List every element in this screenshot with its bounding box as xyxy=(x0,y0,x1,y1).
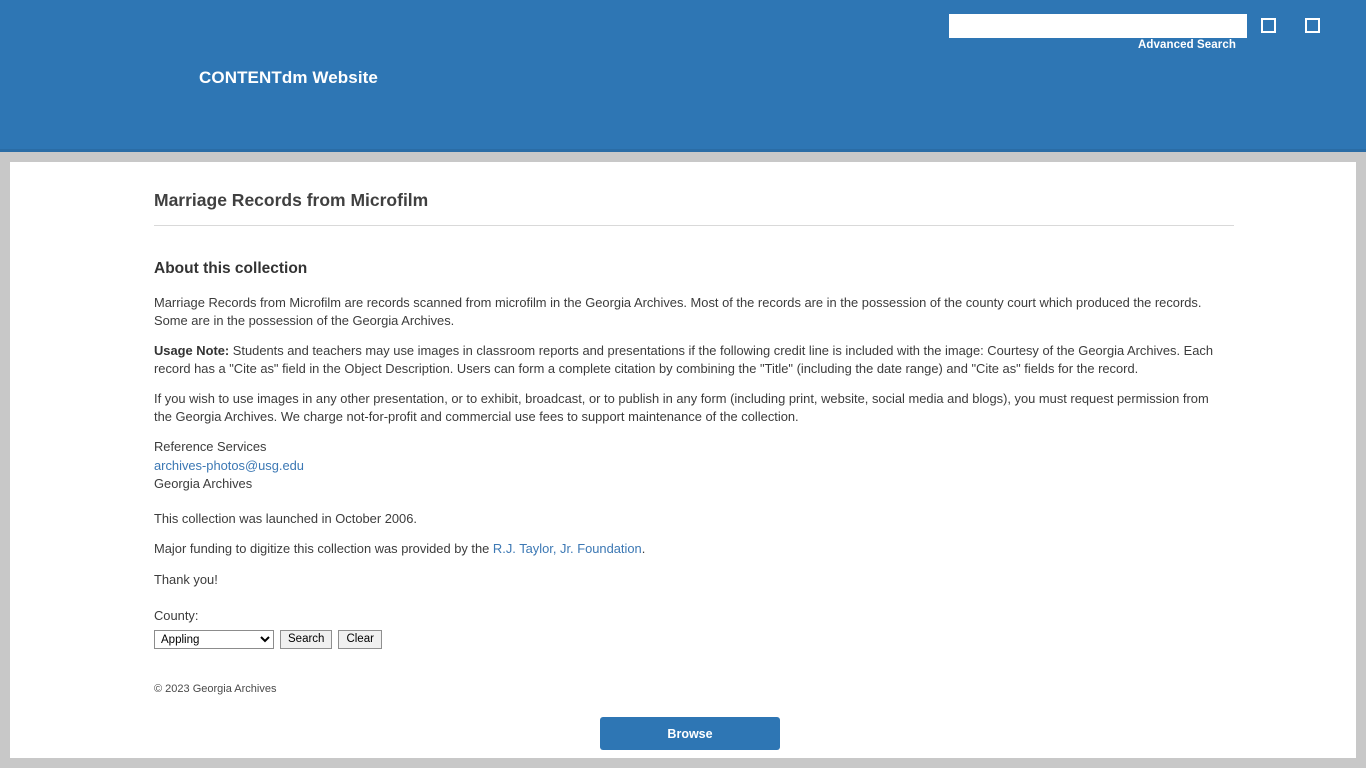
browse-button[interactable]: Browse xyxy=(600,717,780,750)
permissions-paragraph: If you wish to use images in any other presentation, or to exhibit, broadcast, or to publish in any form (including print, website, social media and blogs), you must request permission from the Georgia Archives. We charge not-for-profit and commercial use fees to support maintenance of the collection. xyxy=(154,391,1209,424)
square-outline-icon[interactable] xyxy=(1261,18,1276,33)
launch-note: This collection was launched in October 2006. xyxy=(154,510,417,526)
usage-note-paragraph xyxy=(154,342,1226,377)
county-select[interactable] xyxy=(154,630,274,649)
copyright-text: © 2023 Georgia Archives xyxy=(154,683,277,695)
about-paragraph-1: Marriage Records from Microfilm are records scanned from microfilm in the Georgia Archives. Most of the records are in the possession of the county court which produced the records. Some are in the possession of the Georgia Archives. xyxy=(154,295,1202,328)
browse-button-container xyxy=(144,717,1236,750)
funding-note xyxy=(154,540,1226,558)
funding-prefix: Major funding to digitize this collection was provided by the xyxy=(154,541,493,556)
site-title: CONTENTdm Website xyxy=(199,68,378,87)
title-divider xyxy=(154,225,1234,226)
page-wrapper xyxy=(0,152,1366,758)
contact-email-link[interactable]: archives-photos@usg.edu xyxy=(154,457,304,473)
usage-note-text: Students and teachers may use images in classroom reports and presentations if the following credit line is included with the image: Courtesy of the Georgia Archives. Each record has a "Cite as" field in the Object Description. Users can form a complete citation by combining the "Title" (including the date range) and "Cite as" fields for the record. xyxy=(154,343,1213,376)
advanced-search-link[interactable]: Advanced Search xyxy=(1137,39,1236,51)
header-search-area xyxy=(949,14,1320,38)
county-search-row xyxy=(154,630,1236,649)
organization-label: Georgia Archives xyxy=(154,476,253,491)
clear-button[interactable]: Clear xyxy=(338,630,381,649)
usage-note-label: Usage Note: xyxy=(154,343,230,358)
square-outline-icon[interactable] xyxy=(1305,18,1320,33)
collection-card xyxy=(10,162,1356,758)
reference-contact-block xyxy=(154,438,1236,494)
county-field-label: County: xyxy=(154,608,199,623)
thank-you-note: Thank you! xyxy=(154,571,218,587)
reference-services-label: Reference Services xyxy=(154,439,267,454)
about-collection-heading: About this collection xyxy=(154,260,308,277)
search-input[interactable] xyxy=(949,14,1247,38)
funding-foundation-link[interactable]: R.J. Taylor, Jr. Foundation xyxy=(492,541,642,556)
search-button[interactable]: Search xyxy=(280,630,332,649)
page-title: Marriage Records from Microfilm xyxy=(154,190,429,210)
funding-suffix: . xyxy=(641,541,646,556)
site-header xyxy=(0,0,1366,152)
